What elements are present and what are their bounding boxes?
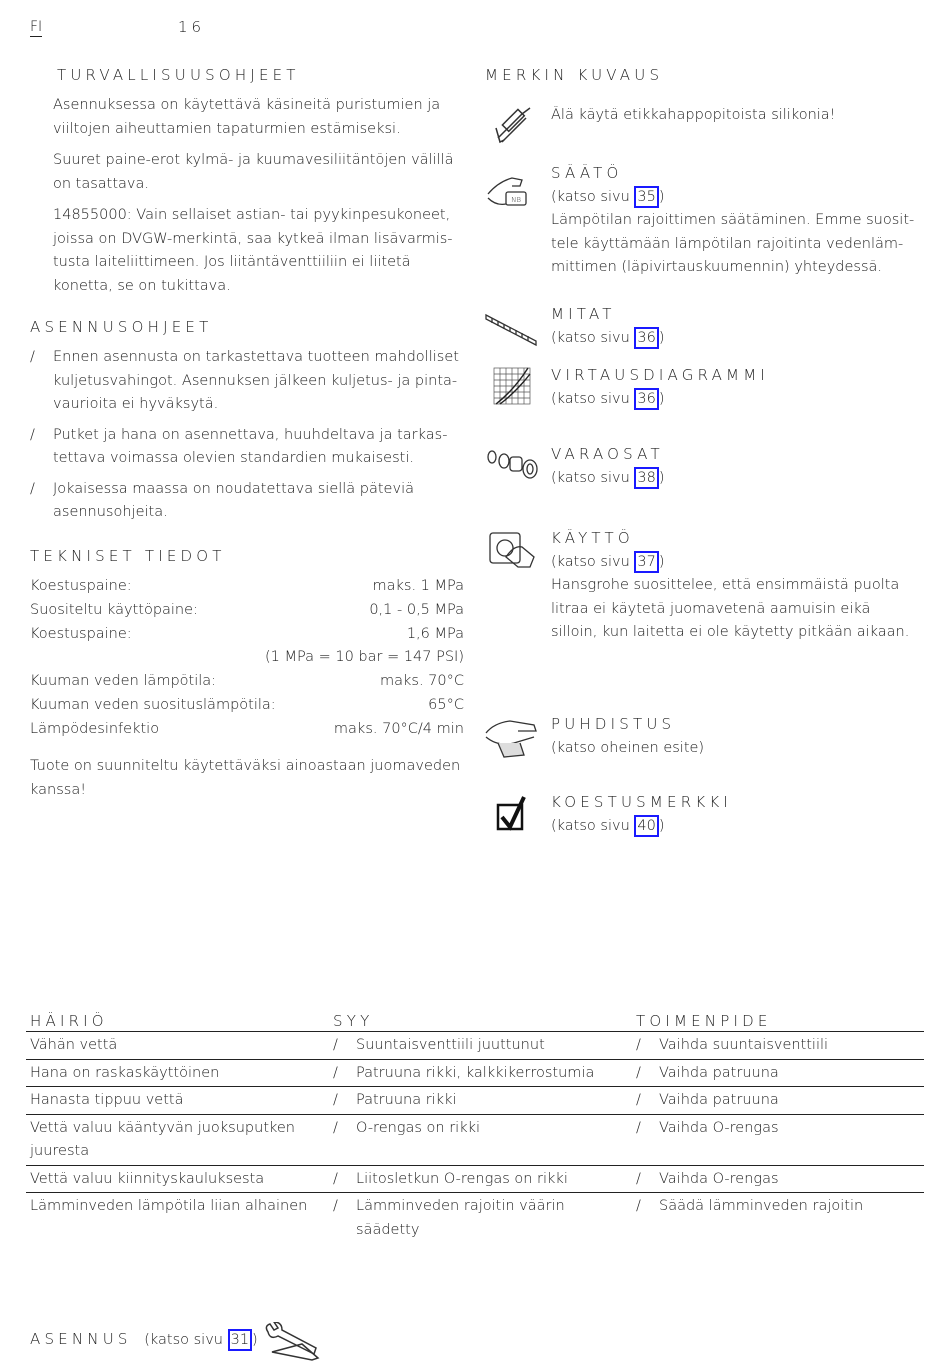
flow-ref: (katso sivu 36 ) [551,388,921,412]
table-row [26,1193,924,1244]
cause-cell: / Patruuna rikki [329,1087,632,1115]
assembly-title: ASENNUS [30,1330,132,1348]
dimensions-ref: (katso sivu 36 ) [551,327,921,351]
column-header-cause: SYY [329,1009,632,1032]
list-item: / Putket ja hana on asennettava, huuhdeltava ja tarkas-tettava voimassa olevien standardien mukaisesti. [30,426,448,466]
remedy-cell: / Vaihda O-rengas [632,1114,924,1165]
safety-paragraph: Asennuksessa on käytettävä käsineitä puristumien ja viiltojen aiheuttamien tapaturmien estämiseksi. [53,97,441,137]
safety-paragraph: 14855000: Vain sellaiset astian- tai pyykinpesukoneet, joissa on DVGW-merkintä, saa kytkeä ilman lisävarmis-tusta laiteliittimeen. Jos liitäntäventtiiliin ei liitetä konetta, se on tukittava. [53,207,453,294]
symbols-title: MERKIN KUVAUS [485,66,664,84]
svg-text:NB: NB [511,196,521,204]
cause-cell: / Patruuna rikki, kalkkikerrostumia [329,1059,632,1087]
adjust-description: Lämpötilan rajoittimen säätäminen. Emme suosit-tele käyttämään lämpötilan rajoitinta vedenläm-mittimen (läpivirtauskuumennin) yhteydessä. [551,212,915,275]
safety-title: TURVALLISUUSOHJEET [57,66,300,84]
parts-text [551,443,921,490]
test-title: KOESTUSMERKKI [551,793,733,811]
cause-cell: / Lämminveden rajoitin väärin säädetty [333,1198,565,1238]
page-link-38[interactable]: 38 [634,467,658,489]
spare-parts-icon [484,443,544,493]
page-link-37[interactable]: 37 [634,551,658,573]
language-code: FI [30,19,43,35]
page-link-36[interactable]: 36 [634,388,658,410]
silicone-gun-icon [484,100,544,150]
cause-cell: / Liitosletkun O-rengas on rikki [329,1165,632,1193]
ruler-icon [484,305,544,355]
tech-row: Suositeltu käyttöpaine: 0,1 - 0,5 MPa [30,601,464,618]
cleaning-hand-icon [484,713,544,763]
cause-cell: / O-rengas on rikki [329,1114,632,1165]
tech-row: Koestuspaine: 1,6 MPa [30,625,464,642]
use-description: Hansgrohe suosittelee, että ensimmäistä puolta litraa ei käytetä juomavetenä aamuisin eikä silloin, kun laitetta ei ole käytetty pitkään aikaan. [551,577,910,640]
wrench-screwdriver-icon [262,1322,322,1362]
table-row [26,1165,924,1193]
column-header-remedy: TOIMENPIDE [632,1009,924,1032]
use-title: KÄYTTÖ [551,529,634,547]
problem-cell: Vähän vettä [26,1032,329,1060]
installation-title: ASENNUSOHJEET [30,318,213,336]
remedy-cell: / Vaihda patruuna [632,1059,924,1087]
cleaning-text [551,713,921,760]
page-link-35[interactable]: 35 [634,186,658,208]
adjust-title: SÄÄTÖ [551,164,623,182]
tech-note: (1 MPa = 10 bar = 147 PSI) [265,649,464,666]
tech-row: Lämpödesinfektio maks. 70°C/4 min [30,720,464,737]
dimensions-text [551,303,921,350]
tech-footer: Tuote on suunniteltu käytettäväksi ainoastaan juomaveden kanssa! [30,758,461,798]
table-row [26,1114,924,1165]
safety-section [53,94,468,306]
cause-cell: / Suuntaisventtiili juuttunut [329,1032,632,1060]
list-item: / Jokaisessa maassa on noudatettava siellä päteviä asennusohjeita. [30,480,414,520]
table-header-row [26,1009,924,1032]
problem-cell: Hanasta tippuu vettä [26,1087,329,1115]
problem-cell: Lämminveden lämpötila liian alhainen [30,1198,308,1214]
adjust-text [551,162,921,280]
tech-row: Koestuspaine: maks. 1 MPa [30,578,464,594]
list-item: / Ennen asennusta on tarkastettava tuotteen mahdolliset kuljetusvahingot. Asennuksen jälkeen kuljetus- ja pinta-vaurioita ei hyväksytä. [30,349,459,412]
safety-paragraph: Suuret paine-erot kylmä- ja kuumavesiliitäntöjen välillä on tasattava. [53,152,454,192]
remedy-cell: / Säädä lämminveden rajoitin [636,1198,864,1214]
dimensions-title: MITAT [551,305,616,323]
tech-table [30,575,464,742]
table-row [26,1059,924,1087]
silicone-warning: Älä käytä etikkahappopitoista silikonia! [551,107,836,123]
parts-ref: (katso sivu 38 ) [551,467,921,491]
table-row [26,1087,924,1115]
remedy-cell: / Vaihda suuntaisventtiili [632,1032,924,1060]
table-row [26,1032,924,1060]
page-link-36[interactable]: 36 [634,327,658,349]
tech-row: Kuuman veden suosituslämpötila: 65°C [30,696,464,713]
installation-list [30,346,465,532]
tech-title: TEKNISET TIEDOT [30,547,226,565]
troubleshooting-table [26,1009,924,1243]
cleaning-ref: (katso oheinen esite) [551,739,705,756]
page-number: 16 [178,18,206,36]
flow-text [551,364,921,411]
cleaning-title: PUHDISTUS [551,715,676,733]
test-ref: (katso sivu 40 ) [551,815,921,839]
flow-title: VIRTAUSDIAGRAMMI [551,366,769,384]
check-mark-icon [484,793,544,843]
assembly-reference: ASENNUS (katso sivu 31 ) [30,1327,258,1352]
problem-cell: Hana on raskaskäyttöinen [26,1059,329,1087]
problem-cell: Vettä valuu kiinnityskauluksesta [26,1165,329,1193]
remedy-cell: / Vaihda O-rengas [632,1165,924,1193]
adjust-hand-icon [484,164,544,214]
page-link-31[interactable]: 31 [228,1329,252,1351]
use-text [551,527,921,645]
test-text [551,791,921,838]
page-link-40[interactable]: 40 [634,815,658,837]
problem-cell: Vettä valuu kääntyvän juoksuputken juuresta [26,1114,329,1165]
operating-hand-icon [484,527,544,577]
column-header-problem: HÄIRIÖ [26,1009,329,1032]
adjust-ref: (katso sivu 35 ) [551,186,921,210]
remedy-cell: / Vaihda patruuna [632,1087,924,1115]
use-ref: (katso sivu 37 ) [551,551,921,575]
parts-title: VARAOSAT [551,445,664,463]
tech-row: Kuuman veden lämpötila: maks. 70°C [30,673,464,690]
flow-diagram-icon [484,364,544,414]
